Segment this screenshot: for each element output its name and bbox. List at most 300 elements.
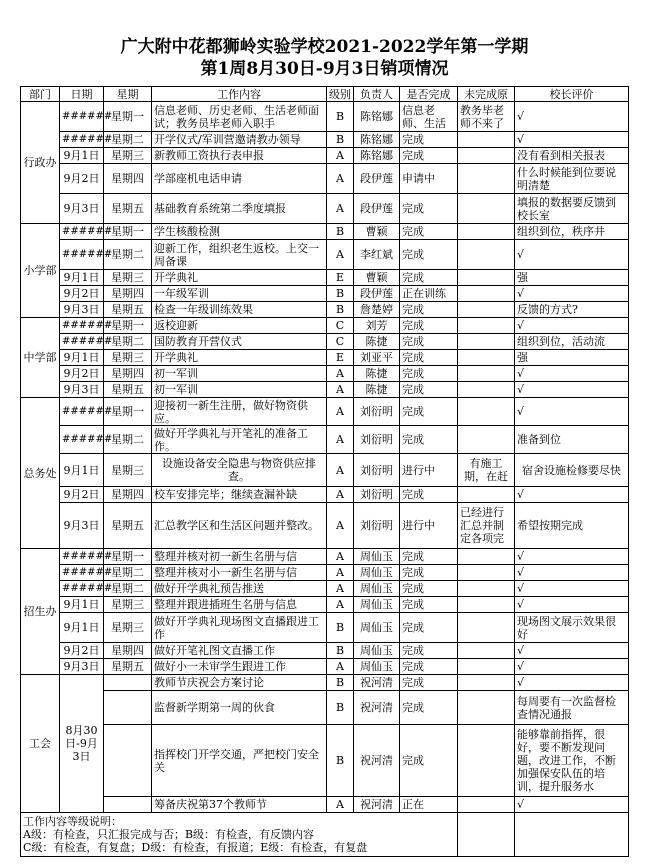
row-evaluation: 能够靠前指挥，很好，要不断发现问题，改进工作，不断加强保安队伍的培训，提升服务水 — [515, 725, 629, 797]
row-weekday: 星期二 — [104, 240, 152, 270]
row-weekday — [104, 691, 152, 725]
table-row — [21, 350, 629, 366]
row-content: 整理并核对小一新生名册与信 — [152, 565, 327, 581]
row-date: 9月3日 — [60, 194, 104, 224]
row-content: 开学典礼 — [152, 270, 327, 286]
row-weekday: 星期五 — [104, 503, 152, 549]
row-done: 完成 — [400, 148, 458, 164]
row-date: ###### — [60, 240, 104, 270]
row-content: 一年级军训 — [152, 286, 327, 302]
row-weekday: 星期五 — [104, 382, 152, 398]
row-weekday: 星期四 — [104, 164, 152, 194]
dept-middle: 中学部 — [21, 318, 60, 398]
row-level: B — [327, 643, 354, 659]
row-evaluation: √ — [515, 565, 629, 581]
row-owner: 段伊莲 — [354, 194, 400, 224]
row-level: A — [327, 382, 354, 398]
row-reason — [458, 487, 515, 503]
row-weekday: 星期三 — [104, 613, 152, 643]
header-evaluation: 校长评价 — [515, 87, 629, 102]
row-weekday: 星期二 — [104, 334, 152, 350]
row-date: 9月2日 — [60, 643, 104, 659]
row-evaluation: √ — [515, 675, 629, 691]
row-content: 返校迎新 — [152, 318, 327, 334]
row-level: B — [327, 302, 354, 318]
row-content: 做好开学典礼与开笔礼的准备工作。 — [152, 426, 327, 454]
row-level: E — [327, 270, 354, 286]
row-done: 完成 — [400, 224, 458, 240]
row-reason — [458, 350, 515, 366]
legend-blank-reason — [458, 813, 515, 857]
row-done: 正在训练 — [400, 286, 458, 302]
table-row — [21, 597, 629, 613]
row-date: ###### — [60, 398, 104, 426]
row-content: 国防教育开营仪式 — [152, 334, 327, 350]
row-level: B — [327, 132, 354, 148]
row-owner: 曹颖 — [354, 224, 400, 240]
row-content: 基础教育系统第二季度填报 — [152, 194, 327, 224]
row-reason — [458, 382, 515, 398]
row-owner: 陈铭娜 — [354, 148, 400, 164]
row-done: 完成 — [400, 398, 458, 426]
row-level: A — [327, 565, 354, 581]
row-reason — [458, 659, 515, 675]
row-weekday: 星期五 — [104, 659, 152, 675]
row-date: ###### — [60, 549, 104, 565]
row-evaluation: 反馈的方式? — [515, 302, 629, 318]
row-weekday: 星期三 — [104, 350, 152, 366]
row-owner: 陈捷 — [354, 334, 400, 350]
row-level: A — [327, 426, 354, 454]
table-row — [21, 659, 629, 675]
row-owner: 周仙玉 — [354, 581, 400, 597]
table-row — [21, 240, 629, 270]
row-evaluation: √ — [515, 366, 629, 382]
row-date: ###### — [60, 318, 104, 334]
row-weekday: 星期三 — [104, 454, 152, 487]
row-reason — [458, 643, 515, 659]
table-row — [21, 643, 629, 659]
row-evaluation: 组织到位，活动流 — [515, 334, 629, 350]
row-done: 申请中 — [400, 164, 458, 194]
row-owner: 刘衍明 — [354, 487, 400, 503]
row-weekday: 星期四 — [104, 487, 152, 503]
table-row — [21, 691, 629, 725]
row-level: A — [327, 597, 354, 613]
header-weekday: 星期 — [104, 87, 152, 102]
row-done: 完成 — [400, 132, 458, 148]
row-weekday: 星期二 — [104, 565, 152, 581]
row-level: A — [327, 503, 354, 549]
row-date: 9月1日 — [60, 454, 104, 487]
row-evaluation: 希望按期完成 — [515, 503, 629, 549]
row-done: 完成 — [400, 565, 458, 581]
row-date: ###### — [60, 565, 104, 581]
table-row — [21, 613, 629, 643]
row-level: A — [327, 797, 354, 813]
row-reason: 有施工期，在赶 — [458, 454, 515, 487]
row-level: A — [327, 398, 354, 426]
row-owner: 刘衍明 — [354, 426, 400, 454]
row-evaluation: √ — [515, 102, 629, 132]
table-row — [21, 102, 629, 132]
row-evaluation: 宿舍设施检修要尽快 — [515, 454, 629, 487]
row-done: 完成 — [400, 549, 458, 565]
row-date: 9月1日 — [60, 350, 104, 366]
row-done: 完成 — [400, 659, 458, 675]
row-content: 初一军训 — [152, 366, 327, 382]
row-reason — [458, 334, 515, 350]
row-reason — [458, 194, 515, 224]
row-content: 开学典礼 — [152, 350, 327, 366]
row-date: 9月3日 — [60, 659, 104, 675]
row-level: C — [327, 318, 354, 334]
row-content: 校车安排完毕；继续查漏补缺 — [152, 487, 327, 503]
row-evaluation: √ — [515, 549, 629, 565]
row-content: 整理并核对初一新生名册与信 — [152, 549, 327, 565]
row-evaluation: 强 — [515, 270, 629, 286]
header-level: 级别 — [327, 87, 354, 102]
row-reason — [458, 318, 515, 334]
row-level: A — [327, 549, 354, 565]
row-weekday: 星期四 — [104, 643, 152, 659]
row-content: 检查一年级训练效果 — [152, 302, 327, 318]
row-done: 完成 — [400, 675, 458, 691]
legend-line2: C级：有检查，有复盘；D级：有检查，有报道；E级：有检查，有复盘 — [23, 841, 368, 854]
dept-admin: 行政办 — [21, 102, 60, 224]
row-content: 整理并跟进插班生名册与信息 — [152, 597, 327, 613]
table-row — [21, 224, 629, 240]
row-weekday — [104, 725, 152, 797]
row-content: 做好开学典礼现场图文直播跟进工作 — [152, 613, 327, 643]
row-content: 迎新工作，组织老生返校。上交一周备课 — [152, 240, 327, 270]
row-date: ###### — [60, 334, 104, 350]
row-evaluation: 每周要有一次监督检查情况通报 — [515, 691, 629, 725]
row-done: 完成 — [400, 240, 458, 270]
row-level: B — [327, 675, 354, 691]
row-weekday: 星期一 — [104, 398, 152, 426]
table-row — [21, 398, 629, 426]
page-title-line1: 广大附中花都狮岭实验学校2021-2022学年第一学期 — [120, 37, 529, 57]
row-owner: 詹楚婷 — [354, 302, 400, 318]
report-table — [20, 86, 629, 857]
row-date: 9月3日 — [60, 302, 104, 318]
row-level: A — [327, 581, 354, 597]
row-done: 完成 — [400, 334, 458, 350]
header-row — [21, 87, 629, 102]
row-weekday — [104, 675, 152, 691]
dept-enroll: 招生办 — [21, 549, 60, 675]
row-date: 9月2日 — [60, 286, 104, 302]
row-content: 监督新学期第一周的伙食 — [152, 691, 327, 725]
row-reason — [458, 797, 515, 813]
union-date: 8月30日-9月3日 — [60, 675, 104, 813]
row-date: 9月2日 — [60, 164, 104, 194]
row-date: 9月2日 — [60, 366, 104, 382]
row-evaluation: 什么时候能到位要说明清楚 — [515, 164, 629, 194]
table-row — [21, 132, 629, 148]
row-evaluation: √ — [515, 132, 629, 148]
header-content: 工作内容 — [152, 87, 327, 102]
row-owner: 刘衍明 — [354, 503, 400, 549]
row-evaluation: 准备到位 — [515, 426, 629, 454]
row-done: 正在 — [400, 797, 458, 813]
row-level: A — [327, 454, 354, 487]
row-content: 新教师工资执行表申报 — [152, 148, 327, 164]
header-done: 是否完成 — [400, 87, 458, 102]
table-row — [21, 366, 629, 382]
row-owner: 祝河清 — [354, 691, 400, 725]
row-reason — [458, 366, 515, 382]
row-content: 学生核酸检测 — [152, 224, 327, 240]
row-done: 完成 — [400, 597, 458, 613]
row-reason — [458, 691, 515, 725]
table-row — [21, 382, 629, 398]
row-evaluation: √ — [515, 659, 629, 675]
row-weekday: 星期三 — [104, 148, 152, 164]
legend-title: 工作内容等级说明： — [23, 815, 122, 828]
row-owner: 周仙玉 — [354, 659, 400, 675]
row-content: 做好开笔礼图文直播工作 — [152, 643, 327, 659]
row-date: 9月2日 — [60, 487, 104, 503]
row-level: A — [327, 194, 354, 224]
row-owner: 曹颖 — [354, 270, 400, 286]
row-reason: 教务毕老师不来了 — [458, 102, 515, 132]
row-done: 信息老师、生活 — [400, 102, 458, 132]
header-reason: 未完成原 — [458, 87, 515, 102]
table-row — [21, 334, 629, 350]
row-owner: 陈铭娜 — [354, 132, 400, 148]
row-weekday: 星期二 — [104, 581, 152, 597]
row-done: 完成 — [400, 382, 458, 398]
row-done: 进行中 — [400, 454, 458, 487]
row-reason — [458, 270, 515, 286]
row-done: 完成 — [400, 725, 458, 797]
row-evaluation: √ — [515, 797, 629, 813]
row-weekday: 星期四 — [104, 286, 152, 302]
row-reason — [458, 597, 515, 613]
row-evaluation: √ — [515, 643, 629, 659]
row-done: 完成 — [400, 302, 458, 318]
row-level: B — [327, 613, 354, 643]
row-weekday: 星期三 — [104, 597, 152, 613]
row-reason — [458, 132, 515, 148]
table-row — [21, 549, 629, 565]
row-done: 完成 — [400, 366, 458, 382]
row-weekday: 星期四 — [104, 366, 152, 382]
row-level: B — [327, 725, 354, 797]
row-weekday: 星期二 — [104, 132, 152, 148]
row-evaluation: √ — [515, 581, 629, 597]
row-owner: 陈铭娜 — [354, 102, 400, 132]
row-evaluation: √ — [515, 597, 629, 613]
row-content: 迎接初一新生注册，做好物资供应。 — [152, 398, 327, 426]
row-reason — [458, 240, 515, 270]
table-row — [21, 454, 629, 487]
row-owner: 周仙玉 — [354, 613, 400, 643]
row-content: 筹备庆祝第37个教师节 — [152, 797, 327, 813]
row-date: 9月3日 — [60, 503, 104, 549]
row-reason — [458, 675, 515, 691]
row-owner: 刘衍明 — [354, 454, 400, 487]
row-reason: 已经进行汇总并制定各项完 — [458, 503, 515, 549]
row-owner: 陈捷 — [354, 382, 400, 398]
table-row — [21, 148, 629, 164]
table-row — [21, 503, 629, 549]
row-date: 9月1日 — [60, 613, 104, 643]
row-level: A — [327, 659, 354, 675]
level-legend — [21, 813, 458, 857]
row-owner: 李红斌 — [354, 240, 400, 270]
row-date: 9月1日 — [60, 597, 104, 613]
row-content: 开学仪式/军训营邀请教办领导 — [152, 132, 327, 148]
header-dept: 部门 — [21, 87, 60, 102]
dept-union: 工会 — [21, 675, 60, 813]
row-level: A — [327, 366, 354, 382]
row-content: 指挥校门开学交通，严把校门安全关 — [152, 725, 327, 797]
row-level: A — [327, 487, 354, 503]
row-owner: 周仙玉 — [354, 549, 400, 565]
legend-line1: A级：有检查，只汇报完成与否；B级：有检查，有反馈内容 — [23, 828, 315, 841]
row-weekday: 星期二 — [104, 426, 152, 454]
row-evaluation: 强 — [515, 350, 629, 366]
row-date: 9月1日 — [60, 148, 104, 164]
row-reason — [458, 725, 515, 797]
row-reason — [458, 164, 515, 194]
row-done: 完成 — [400, 581, 458, 597]
table-row — [21, 487, 629, 503]
row-weekday: 星期一 — [104, 224, 152, 240]
row-done: 完成 — [400, 318, 458, 334]
row-content: 做好开学典礼预告推送 — [152, 581, 327, 597]
row-date: ###### — [60, 581, 104, 597]
table-row — [21, 675, 629, 691]
row-weekday: 星期五 — [104, 302, 152, 318]
row-weekday: 星期五 — [104, 194, 152, 224]
row-evaluation: 填报的数据要反馈到校长室 — [515, 194, 629, 224]
table-row — [21, 318, 629, 334]
row-owner: 刘芳 — [354, 318, 400, 334]
dept-primary: 小学部 — [21, 224, 60, 318]
row-weekday: 星期三 — [104, 270, 152, 286]
row-reason — [458, 549, 515, 565]
table-row — [21, 581, 629, 597]
row-weekday — [104, 797, 152, 813]
row-weekday: 星期一 — [104, 318, 152, 334]
row-content: 汇总教学区和生活区问题并整改。 — [152, 503, 327, 549]
row-reason — [458, 302, 515, 318]
row-evaluation: √ — [515, 487, 629, 503]
dept-general: 总务处 — [21, 398, 60, 549]
row-level: B — [327, 224, 354, 240]
row-reason — [458, 581, 515, 597]
row-done: 完成 — [400, 643, 458, 659]
row-done: 完成 — [400, 350, 458, 366]
page-title-line2: 第1周8月30日-9月3日销项情况 — [200, 59, 449, 79]
row-reason — [458, 565, 515, 581]
table-row — [21, 725, 629, 797]
row-level: E — [327, 350, 354, 366]
row-content: 教师节庆祝会方案讨论 — [152, 675, 327, 691]
row-content: 信息老师、历史老师、生活老师面试；教务员毕老师入职手 — [152, 102, 327, 132]
row-owner: 刘衍明 — [354, 398, 400, 426]
table-row — [21, 286, 629, 302]
row-owner: 祝河清 — [354, 797, 400, 813]
row-reason — [458, 613, 515, 643]
row-weekday: 星期一 — [104, 549, 152, 565]
row-done: 完成 — [400, 487, 458, 503]
row-owner: 祝河清 — [354, 725, 400, 797]
row-level: B — [327, 102, 354, 132]
header-owner: 负责人 — [354, 87, 400, 102]
row-done: 完成 — [400, 613, 458, 643]
row-weekday: 星期一 — [104, 102, 152, 132]
row-evaluation: 没有看到相关报表 — [515, 148, 629, 164]
row-content: 设施设备安全隐患与物资供应排查。 — [152, 454, 327, 487]
legend-blank-evaluation — [515, 813, 629, 857]
table-row — [21, 565, 629, 581]
row-level: A — [327, 148, 354, 164]
row-done: 完成 — [400, 691, 458, 725]
row-owner: 祝河清 — [354, 675, 400, 691]
table-row — [21, 194, 629, 224]
row-owner: 周仙玉 — [354, 565, 400, 581]
row-level: B — [327, 691, 354, 725]
row-reason — [458, 224, 515, 240]
row-reason — [458, 148, 515, 164]
row-evaluation: 现场图文展示效果很好 — [515, 613, 629, 643]
legend-row — [21, 813, 629, 857]
table-row — [21, 164, 629, 194]
row-date: ###### — [60, 426, 104, 454]
row-evaluation: 组织到位，秩序井 — [515, 224, 629, 240]
header-date: 日期 — [60, 87, 104, 102]
row-done: 完成 — [400, 270, 458, 286]
row-reason — [458, 426, 515, 454]
row-content: 初一军训 — [152, 382, 327, 398]
table-row — [21, 426, 629, 454]
table-row — [21, 270, 629, 286]
row-owner: 刘亚平 — [354, 350, 400, 366]
row-owner: 周仙玉 — [354, 597, 400, 613]
row-owner: 段伊莲 — [354, 286, 400, 302]
row-level: A — [327, 240, 354, 270]
row-evaluation: √ — [515, 286, 629, 302]
table-row — [21, 302, 629, 318]
row-date: 9月1日 — [60, 270, 104, 286]
row-owner: 段伊莲 — [354, 164, 400, 194]
row-level: A — [327, 164, 354, 194]
row-date: ###### — [60, 102, 104, 132]
row-date: 9月3日 — [60, 382, 104, 398]
row-date: ###### — [60, 132, 104, 148]
row-done: 进行中 — [400, 503, 458, 549]
row-done: 完成 — [400, 426, 458, 454]
row-evaluation: √ — [515, 382, 629, 398]
row-evaluation: √ — [515, 318, 629, 334]
row-owner: 周仙玉 — [354, 643, 400, 659]
row-reason — [458, 398, 515, 426]
table-row — [21, 797, 629, 813]
row-evaluation: √ — [515, 240, 629, 270]
row-evaluation: √ — [515, 398, 629, 426]
row-date: ###### — [60, 224, 104, 240]
row-level: C — [327, 334, 354, 350]
row-content: 学部座机电话申请 — [152, 164, 327, 194]
row-done: 完成 — [400, 194, 458, 224]
row-content: 做好小一未审学生跟进工作 — [152, 659, 327, 675]
row-level: B — [327, 286, 354, 302]
